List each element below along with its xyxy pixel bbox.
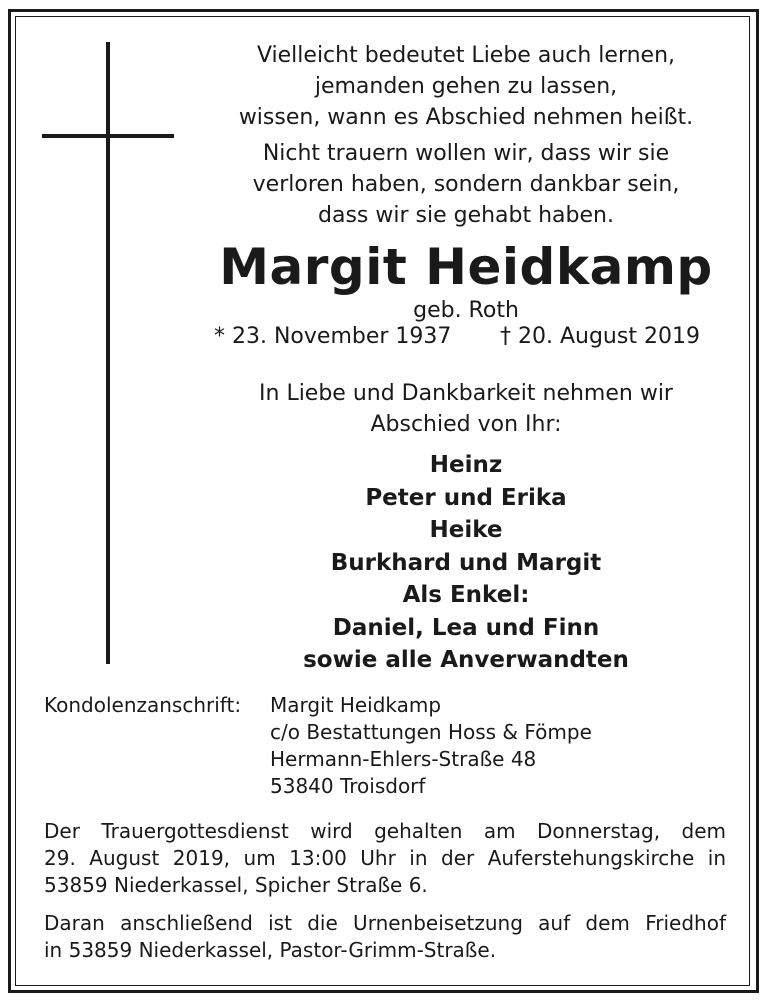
farewell-line: In Liebe und Dankbarkeit nehmen wir: [259, 381, 673, 406]
service-line: Der Trauergottesdienst wird gehalten am Donnerstag, dem: [44, 819, 726, 843]
mourner-entry: Als Enkel:: [402, 582, 530, 608]
mourners-list: [196, 449, 736, 677]
burial-line: in 53859 Niederkassel, Pastor-Grimm-Straße.: [44, 938, 497, 962]
poem-line: jemanden gehen zu lassen,: [314, 74, 618, 99]
condolence-label: Kondolenzanschrift:: [44, 693, 242, 717]
deceased-name: Margit Heidkamp: [219, 238, 713, 296]
funeral-service-text: [44, 818, 726, 899]
service-line: 29. August 2019, um 13:00 Uhr in der Auferstehungskirche in: [44, 846, 726, 870]
urn-burial-text: [44, 910, 726, 964]
address-line: c/o Bestattungen Hoss & Fömpe: [270, 720, 592, 744]
mourner-entry: Daniel, Lea und Finn: [332, 614, 600, 641]
farewell-text: [196, 378, 736, 440]
burial-line: Daran anschließend ist die Urnenbeisetzung auf dem Friedhof: [44, 911, 726, 935]
mourner-entry: sowie alle Anverwandten: [303, 647, 629, 673]
poem-line: wissen, wann es Abschied nehmen heißt.: [238, 105, 694, 130]
mourner-entry: Heike: [429, 517, 503, 543]
service-line: 53859 Niederkassel, Spicher Straße 6.: [44, 873, 428, 897]
poem-line: verloren haben, sondern dankbar sein,: [252, 172, 680, 197]
poem-stanza-1: [196, 40, 736, 133]
birth-date: * 23. November 1937: [214, 324, 452, 349]
farewell-line: Abschied von Ihr:: [370, 412, 562, 437]
maiden-name: geb. Roth: [413, 298, 519, 323]
poem-line: Vielleicht bedeutet Liebe auch lernen,: [256, 43, 676, 68]
mourner-entry: Heinz: [429, 452, 503, 478]
cross-horizontal-bar: [42, 134, 174, 138]
address-line: Margit Heidkamp: [270, 693, 442, 717]
poem-line: Nicht trauern wollen wir, dass wir sie: [262, 141, 670, 166]
mourner-entry: Peter und Erika: [365, 484, 567, 511]
poem-stanza-2: [196, 138, 736, 231]
poem-line: dass wir sie gehabt haben.: [318, 203, 614, 228]
address-line: 53840 Troisdorf: [270, 774, 426, 798]
death-date: † 20. August 2019: [500, 324, 700, 349]
address-line: Hermann-Ehlers-Straße 48: [270, 747, 537, 771]
condolence-address-lines: [270, 692, 592, 800]
mourner-entry: Burkhard und Margit: [330, 549, 602, 576]
